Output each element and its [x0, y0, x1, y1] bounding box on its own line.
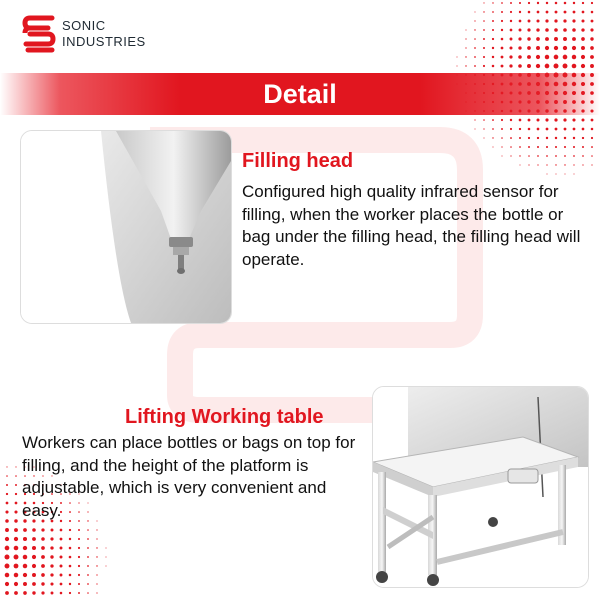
brand-line-1: SONIC — [62, 18, 106, 33]
banner-title: Detail — [263, 78, 337, 109]
section-banner — [0, 73, 600, 115]
working-table-heading: Lifting Working table — [125, 406, 324, 428]
filling-head-heading: Filling head — [242, 150, 354, 172]
brand-name — [62, 18, 182, 50]
working-table-photo — [372, 386, 589, 588]
stacked-s-logo-icon — [22, 14, 56, 54]
brand-line-2: INDUSTRIES — [62, 34, 146, 49]
brand-logo — [22, 14, 182, 54]
filling-head-photo — [20, 130, 232, 324]
working-table-description: Workers can place bottles or bags on top for filling, and the height of the platform is adjustable, which is very convenient and easy. — [22, 433, 356, 520]
filling-head-description: Configured high quality infrared sensor for filling, when the worker places the bottle or bag under the filling head, the filling head will operate. — [242, 182, 581, 269]
